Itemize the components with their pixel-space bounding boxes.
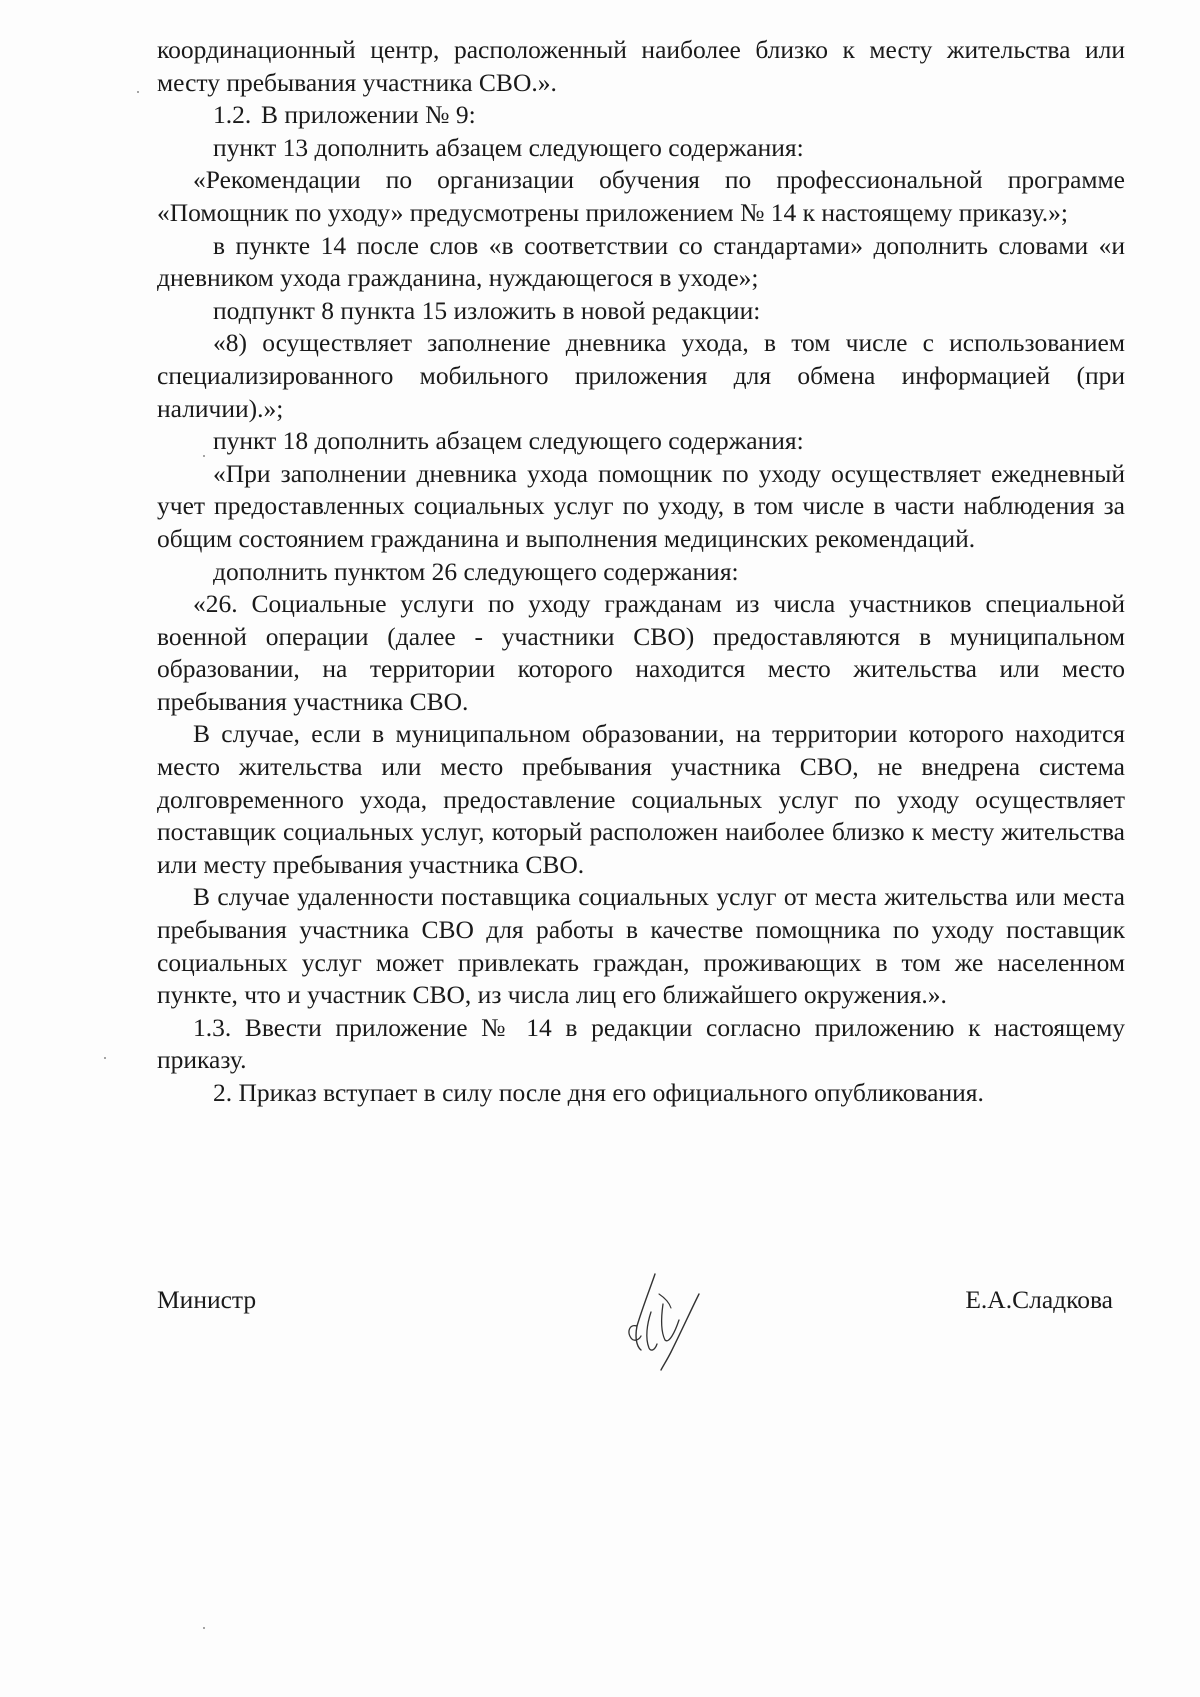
signatory-name: Е.А.Сладкова: [965, 1285, 1113, 1314]
paragraph-item-13: пункт 13 дополнить абзацем следующего содержания:: [213, 132, 804, 162]
signatory-title: Министр: [157, 1285, 257, 1314]
paragraph-item-26-intro: дополнить пунктом 26 следующего содержания:: [213, 556, 739, 586]
handwritten-signature: [607, 1266, 717, 1376]
paragraph-item-14: в пункте 14 после слов «в соответствии со стандартами» дополнить словами «и дневником ухода гражданина, нуждающегося в уходе»;: [157, 230, 1125, 293]
paragraph-care-diary: «При заполнении дневника ухода помощник по уходу осуществляет ежедневный учет предоставленных социальных услуг по уходу, в том числе в части наблюдения за общим состоянием гражданина и выполнения медицинских рекомендаций.: [157, 458, 1125, 553]
paragraph-quote-recommendations: «Рекомендации по организации обучения по профессиональной программе «Помощник по уходу» предусмотрены приложением № 14 к настоящему приказу.»;: [157, 165, 1125, 227]
paragraph-item-26-case-1: В случае, если в муниципальном образовании, на территории которого находится место жительства или место пребывания участника СВО, не внедрена система долговременного ухода, предоставление социальных услуг по уходу осуществляет поставщик социальных услуг, который расположен наиболее близко к месту жительства или месту пребывания участника СВО.: [157, 719, 1125, 879]
signature-block: [157, 1284, 1125, 1394]
paragraph-subitem-8: «8) осуществляет заполнение дневника ухода, в том числе с использованием специализированного мобильного приложения для обмена информацией (при наличии).»;: [157, 328, 1125, 423]
paragraph-section-1-2: 1.2. В приложении № 9:: [157, 99, 1125, 132]
paragraph-item-18: пункт 18 дополнить абзацем следующего содержания:: [213, 426, 804, 456]
paragraph-continuation: координационный центр, расположенный наиболее близко к месту жительства или месту пребывания участника СВО.».: [157, 35, 1125, 97]
paragraph-item-26-case-2: В случае удаленности поставщика социальных услуг от места жительства или места пребывания участника СВО для работы в качестве помощника по уходу поставщик социальных услуг может привлекать граждан, проживающих в том же населенном пункте, что и участник СВО, из числа лиц его ближайшего окружения.».: [157, 882, 1125, 1010]
paragraph-item-15: подпункт 8 пункта 15 изложить в новой редакции:: [213, 295, 761, 325]
scan-speck: [137, 91, 139, 93]
paragraph-section-1-3: 1.3. Ввести приложение № 14 в редакции согласно приложению к настоящему приказу.: [157, 1012, 1125, 1075]
scan-speck: [203, 455, 205, 457]
paragraph-item-26: «26. Социальные услуги по уходу гражданам из числа участников специальной военной операции (далее - участники СВО) предоставляются в муниципальном образовании, на территории которого находится место жительства или место пребывания участника СВО.: [157, 589, 1125, 716]
document-body: [157, 34, 1125, 1110]
scan-speck: [203, 1627, 205, 1629]
paragraph-section-2: 2. Приказ вступает в силу после дня его официального опубликования.: [213, 1078, 984, 1107]
scan-speck: [104, 1057, 106, 1059]
section-number: 1.2.: [213, 100, 252, 130]
